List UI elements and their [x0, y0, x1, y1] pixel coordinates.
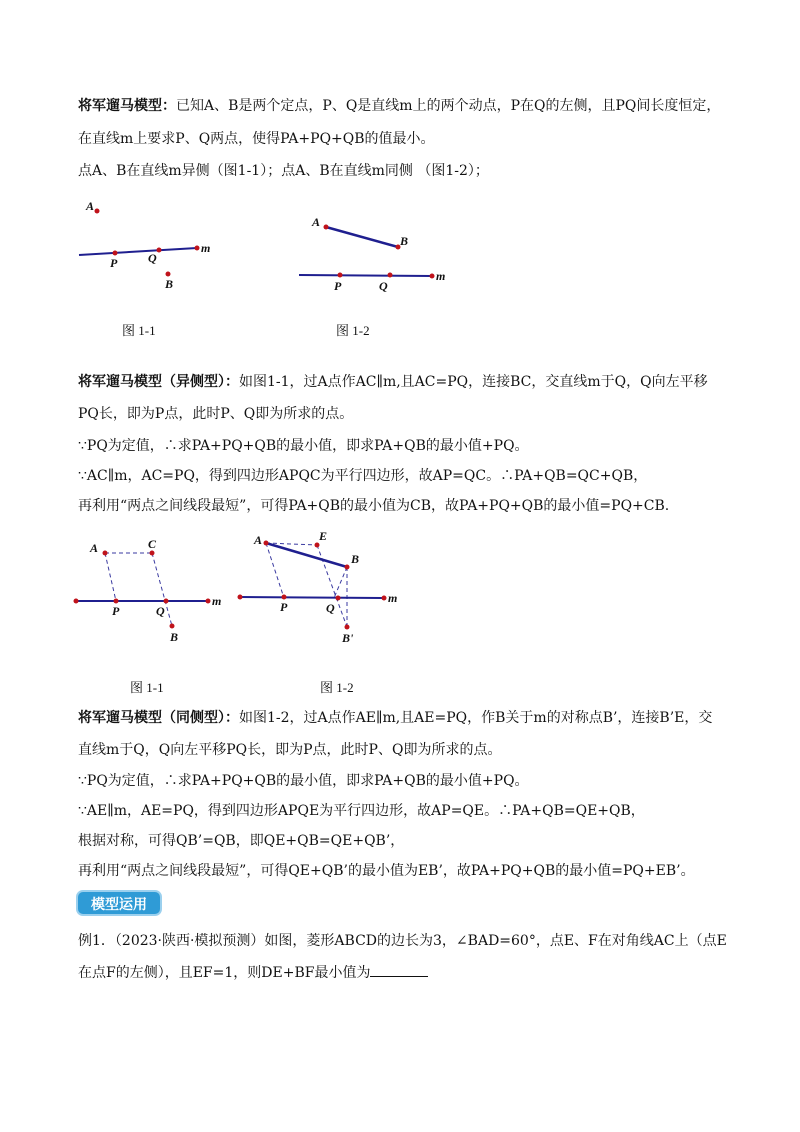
section1-line-4: ∵AC∥m，AC=PQ，得到四边形APQC为平行四边形，故AP=QC。∴PA+QB=QC+QB， — [78, 468, 648, 484]
intro-heading: 将军遛马模型： — [78, 98, 176, 114]
label-Bprime: B' — [342, 631, 354, 645]
point-C — [150, 551, 155, 556]
point-m — [382, 596, 387, 601]
point-A — [264, 541, 269, 546]
label-P: P — [280, 600, 288, 614]
point-m — [195, 246, 200, 251]
example-line-2 — [78, 962, 428, 983]
label-P: P — [112, 604, 120, 618]
label-A: A — [86, 199, 95, 213]
label-m: m — [212, 594, 222, 608]
section1-line-1 — [78, 372, 708, 392]
label-P: P — [110, 256, 118, 270]
section2-line-3: ∵PQ为定值，∴求PA+PQ+QB的最小值，即求PA+QB的最小值+PQ。 — [78, 773, 529, 789]
section2-line-4: ∵AE∥m，AE=PQ，得到四边形APQE为平行四边形，故AP=QE。∴PA+QB=QE+QB， — [78, 803, 645, 819]
label-B: B — [170, 630, 179, 644]
intro-line-3: 点A、B在直线m异侧（图1-1）；点A、B在直线m同侧 （图1-2）； — [78, 163, 489, 179]
section1-text-1: 如图1-1，过A点作AC∥m,且AC=PQ，连接BC，交直线m于Q，Q向左平移 — [239, 374, 708, 390]
section1-line-3: ∵PQ为定值，∴求PA+PQ+QB的最小值，即求PA+QB的最小值+PQ。 — [78, 438, 529, 454]
label-Q: Q — [156, 604, 165, 618]
point-P — [282, 595, 287, 600]
point-B — [170, 624, 175, 629]
point-P — [338, 273, 343, 278]
point-left-end — [238, 595, 243, 600]
section2-line-2: 直线m于Q，Q向左平移PQ长，即为P点，此时P、Q即为所求的点。 — [78, 742, 502, 758]
point-Q — [164, 599, 169, 604]
point-A — [324, 225, 329, 230]
section2-line-6: 再利用“两点之间线段最短”，可得QE+QB’的最小值为EB’，故PA+PQ+QB的最小值=PQ+EB’。 — [78, 863, 695, 879]
example-line-1: 例1．（2023·陕西·模拟预测）如图，菱形ABCD的边长为3，∠BAD=60°，点E、F在对角线AC上（点E — [78, 933, 727, 949]
figure-top-left — [75, 198, 255, 298]
section1-line-2: PQ长，即为P点，此时P、Q即为所求的点。 — [78, 406, 354, 422]
point-B — [345, 565, 350, 570]
label-Q: Q — [379, 279, 388, 293]
label-m: m — [201, 241, 211, 255]
intro-text-1: 已知A、B是两个定点，P、Q是直线m上的两个动点，P在Q的左侧，且PQ间长度恒定， — [176, 98, 721, 114]
figure-top-right — [296, 210, 466, 310]
point-m — [206, 599, 211, 604]
section2-line-1 — [78, 708, 712, 728]
point-B — [166, 272, 171, 277]
intro-line-1 — [78, 96, 720, 116]
point-Q — [157, 248, 162, 253]
label-A: A — [90, 541, 99, 555]
label-B: B — [400, 234, 409, 248]
caption-top-left: 图 1-1 — [122, 323, 156, 338]
intro-line-2: 在直线m上要求P、Q两点，使得PA+PQ+QB的值最小。 — [78, 131, 435, 147]
section2-text-1: 如图1-2，过A点作AE∥m,且AE=PQ，作B关于m的对称点B’，连接B’E，交 — [239, 710, 713, 726]
caption-mid-left: 图 1-1 — [130, 680, 164, 695]
point-Q — [336, 596, 341, 601]
section2-line-5: 根据对称，可得QB’=QB，即QE+QB=QE+QB’， — [78, 833, 405, 849]
section1-heading: 将军遛马模型（异侧型）： — [78, 374, 239, 390]
point-Q — [388, 273, 393, 278]
label-A: A — [312, 215, 321, 229]
label-P: P — [334, 279, 342, 293]
point-P — [113, 251, 118, 256]
point-E — [315, 543, 320, 548]
label-m: m — [388, 591, 398, 605]
caption-top-right: 图 1-2 — [336, 323, 370, 338]
answer-blank[interactable] — [370, 962, 428, 977]
point-P — [114, 599, 119, 604]
caption-mid-right: 图 1-2 — [320, 680, 354, 695]
example-text-2: 在点F的左侧），且EF=1，则DE+BF最小值为 — [78, 965, 371, 981]
section1-line-5: 再利用“两点之间线段最短”，可得PA+QB的最小值为CB，故PA+PQ+QB的最小值=PQ+CB. — [78, 498, 670, 514]
point-left-end — [74, 599, 79, 604]
point-A — [95, 209, 100, 214]
model-application-badge: 模型运用 — [76, 890, 162, 916]
point-m — [430, 274, 435, 279]
label-B: B — [351, 552, 360, 566]
label-m: m — [436, 269, 446, 283]
label-Q: Q — [148, 251, 157, 265]
label-Q: Q — [326, 601, 335, 615]
label-C: C — [148, 537, 157, 551]
label-A: A — [254, 533, 263, 547]
figure-mid-left — [72, 538, 242, 648]
point-Bprime — [345, 625, 350, 630]
label-E: E — [319, 529, 328, 543]
figure-mid-right — [236, 530, 426, 650]
point-A — [103, 551, 108, 556]
section2-heading: 将军遛马模型（同侧型）： — [78, 710, 239, 726]
label-B: B — [165, 277, 174, 291]
